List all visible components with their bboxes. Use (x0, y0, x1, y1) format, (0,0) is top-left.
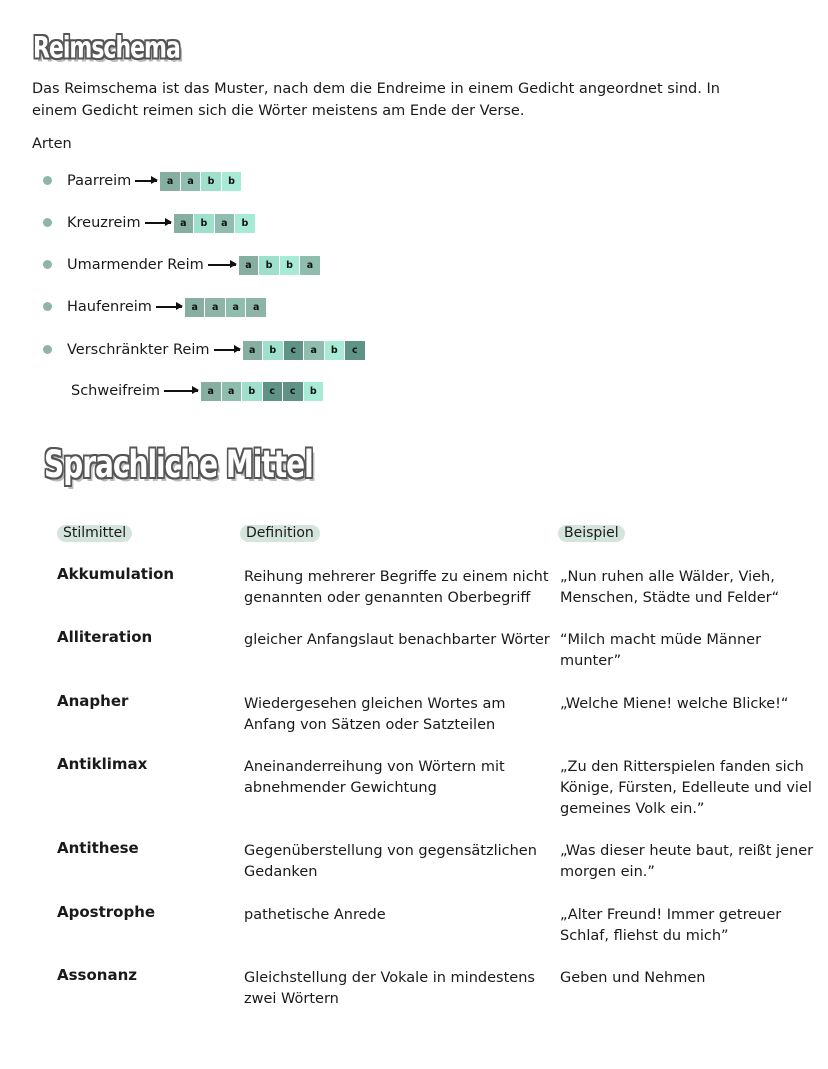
rhyme-letter-box: b (222, 172, 242, 191)
stilmittel-term: Apostrophe (57, 903, 156, 921)
rhyme-letter-box: a (201, 382, 221, 401)
arrow-right-icon (214, 349, 240, 351)
stilmittel-term: Antithese (57, 839, 139, 857)
rhyme-scheme-item (67, 213, 256, 233)
arrow-right-icon (208, 264, 236, 266)
rhyme-scheme-name: Kreuzreim (67, 215, 141, 231)
stilmittel-example: „Nun ruhen alle Wälder, Vieh, Menschen, Städte und Felder“ (560, 569, 780, 606)
rhyme-letter-box: a (222, 382, 242, 401)
rhyme-letter-box: c (283, 382, 303, 401)
rhyme-scheme-item (67, 255, 321, 275)
rhyme-letter-box: b (259, 256, 279, 275)
stilmittel-example: „Welche Miene! welche Blicke!“ (560, 696, 789, 712)
rhyme-letter-box: a (239, 256, 259, 275)
stilmittel-example: “Milch macht müde Männer munter” (560, 632, 762, 669)
stilmittel-term: Anapher (57, 692, 129, 710)
rhyme-scheme-name: Verschränkter Reim (67, 342, 210, 358)
stilmittel-example: „Was dieser heute baut, reißt jener morgen ein.” (560, 843, 814, 880)
stilmittel-example: Geben und Nehmen (560, 970, 706, 986)
stilmittel-example: „Zu den Ritterspielen fanden sich Könige, Fürsten, Edelleute und viel gemeines Volk ein.” (560, 759, 812, 817)
rhyme-pattern (243, 341, 366, 360)
bullet-icon (43, 176, 52, 185)
rhyme-letter-box: b (263, 341, 283, 360)
stilmittel-definition: Reihung mehrerer Begriffe zu einem nicht genannten oder genannten Oberbegriff (244, 569, 549, 606)
header-stilmittel: Stilmittel (57, 525, 132, 542)
stilmittel-definition: Gleichstellung der Vokale in mindestens zwei Wörtern (244, 970, 535, 1007)
rhyme-letter-box: a (215, 214, 235, 233)
rhyme-letter-box: a (181, 172, 201, 191)
arrow-right-icon (135, 180, 157, 182)
header-beispiel: Beispiel (558, 525, 625, 542)
arrow-right-icon (156, 306, 182, 308)
rhyme-scheme-name: Paarreim (67, 173, 132, 189)
stilmittel-definition: Wiedergesehen gleichen Wortes am Anfang von Sätzen oder Satzteilen (244, 696, 506, 733)
rhyme-letter-box: a (174, 214, 194, 233)
rhyme-pattern (185, 298, 267, 317)
stilmittel-example: „Alter Freund! Immer getreuer Schlaf, fliehst du mich” (560, 907, 782, 944)
arten-label: Arten (32, 136, 72, 152)
rhyme-letter-box: a (185, 298, 205, 317)
bullet-icon (43, 345, 52, 354)
rhyme-pattern (201, 382, 324, 401)
rhyme-scheme-item (67, 297, 267, 317)
rhyme-letter-box: c (345, 341, 365, 360)
header-definition: Definition (240, 525, 320, 542)
stilmittel-definition: pathetische Anrede (244, 907, 386, 923)
stilmittel-definition: Aneinanderreihung von Wörtern mit abnehmender Gewichtung (244, 759, 505, 796)
rhyme-letter-box: b (280, 256, 300, 275)
arrow-right-icon (164, 390, 198, 392)
rhyme-scheme-item (71, 381, 324, 401)
rhyme-letter-box: c (263, 382, 283, 401)
rhyme-pattern (160, 172, 242, 191)
rhyme-pattern (174, 214, 256, 233)
rhyme-letter-box: a (300, 256, 320, 275)
intro-paragraph: Das Reimschema ist das Muster, nach dem die Endreime in einem Gedicht angeordnet sind. In einem Gedicht reimen sich die Wörter meistens am Ende der Verse. (32, 81, 720, 119)
stilmittel-term: Assonanz (57, 966, 137, 984)
rhyme-letter-box: a (226, 298, 246, 317)
rhyme-letter-box: b (325, 341, 345, 360)
stilmittel-term: Akkumulation (57, 565, 175, 583)
stilmittel-definition: Gegenüberstellung von gegensätzlichen Gedanken (244, 843, 537, 880)
stilmittel-term: Antiklimax (57, 755, 148, 773)
rhyme-letter-box: b (194, 214, 214, 233)
rhyme-letter-box: a (205, 298, 225, 317)
rhyme-scheme-item (67, 171, 242, 191)
rhyme-letter-box: b (242, 382, 262, 401)
bullet-icon (43, 218, 52, 227)
rhyme-pattern (239, 256, 321, 275)
rhyme-letter-box: b (235, 214, 255, 233)
arrow-right-icon (145, 222, 171, 224)
rhyme-letter-box: a (246, 298, 266, 317)
stilmittel-term: Alliteration (57, 628, 153, 646)
rhyme-letter-box: b (201, 172, 221, 191)
rhyme-scheme-item (67, 340, 366, 360)
rhyme-scheme-name: Haufenreim (67, 299, 152, 315)
stilmittel-definition: gleicher Anfangslaut benachbarter Wörter (244, 632, 550, 648)
rhyme-letter-box: b (304, 382, 324, 401)
rhyme-letter-box: c (284, 341, 304, 360)
rhyme-letter-box: a (243, 341, 263, 360)
section-title-reimschema: Reimschema (33, 32, 180, 66)
rhyme-letter-box: a (304, 341, 324, 360)
rhyme-scheme-name: Umarmender Reim (67, 257, 204, 273)
rhyme-scheme-name: Schweifreim (71, 383, 160, 399)
section-title-sprachliche-mittel: Sprachliche Mittel (44, 442, 313, 487)
bullet-icon (43, 302, 52, 311)
rhyme-letter-box: a (160, 172, 180, 191)
bullet-icon (43, 260, 52, 269)
